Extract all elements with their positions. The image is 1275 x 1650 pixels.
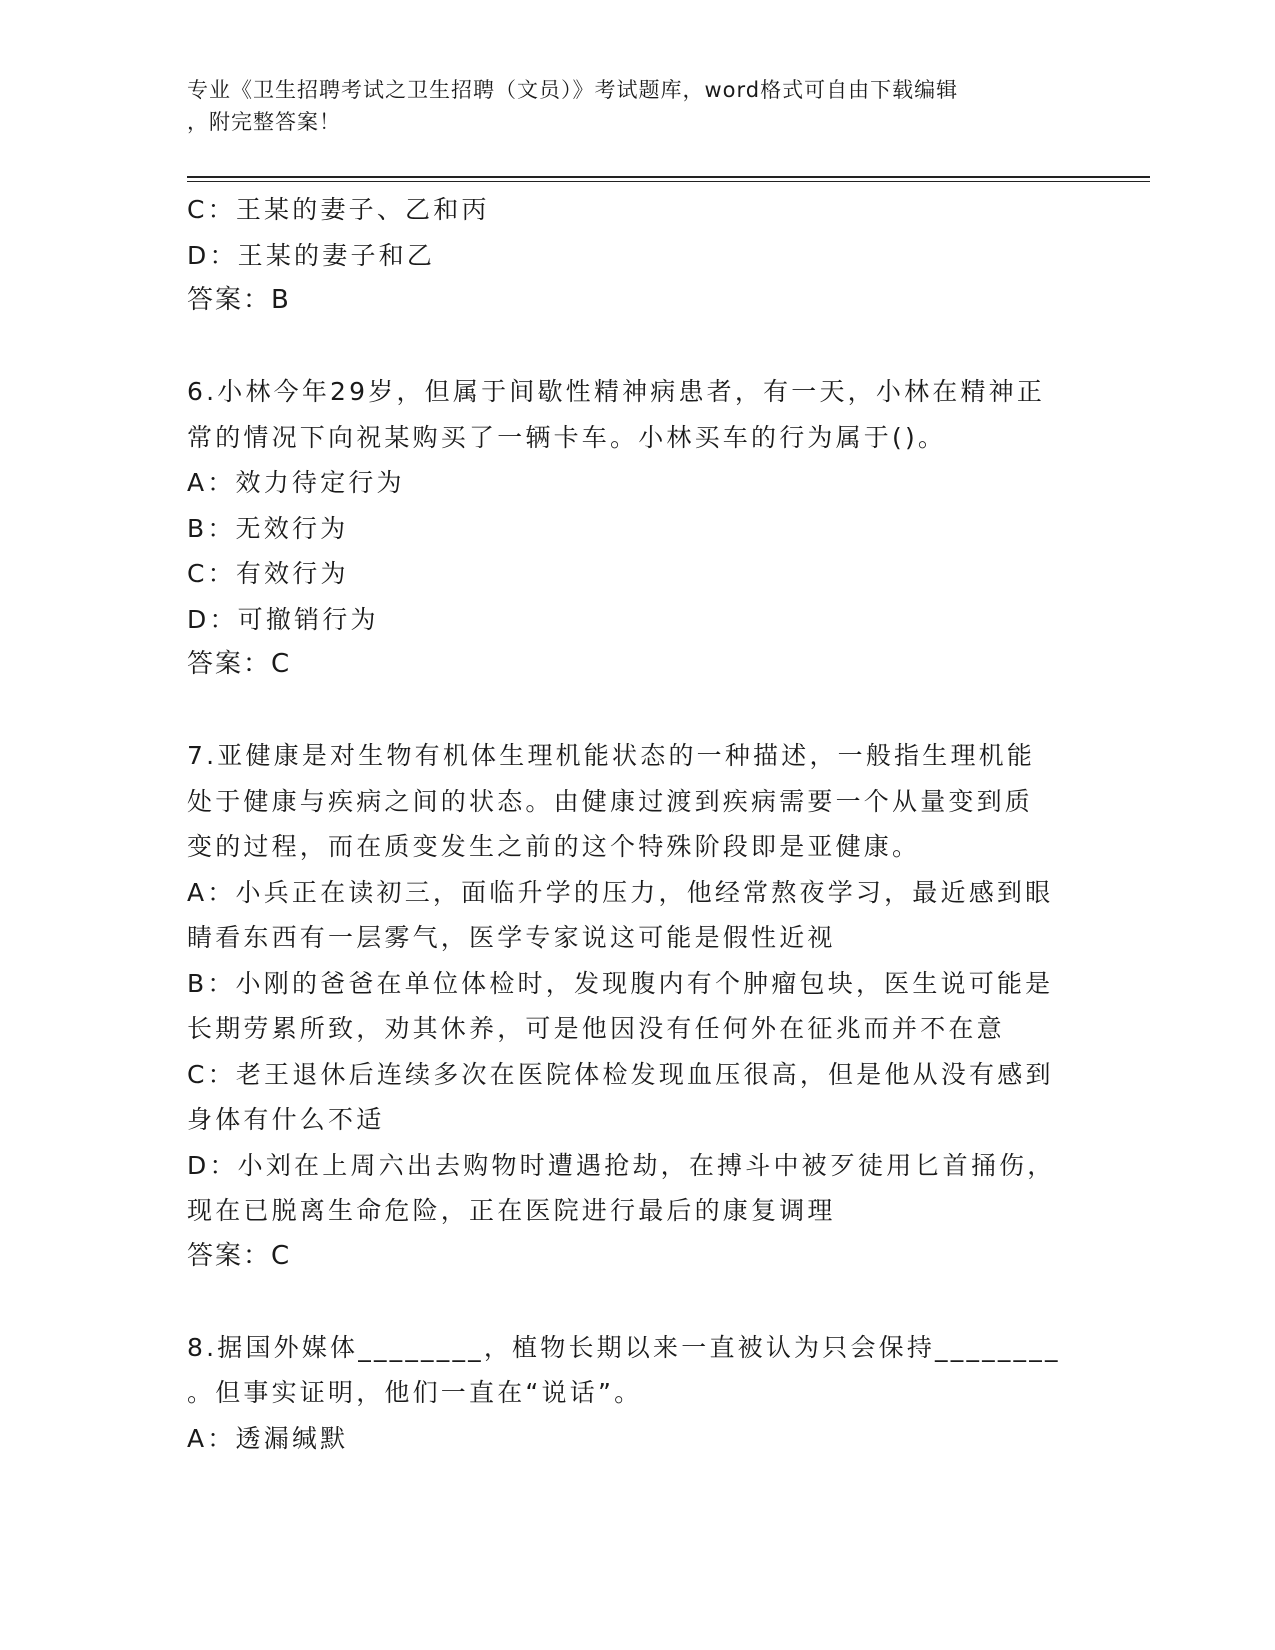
header-line-2: ，附完整答案！	[187, 110, 341, 134]
spacer	[187, 688, 1087, 734]
q5-option-c: C：王某的妻子、乙和丙	[187, 195, 490, 224]
question-content	[187, 187, 1087, 1461]
header-divider-thin	[187, 181, 1150, 182]
q8-stem-line-1: 8.据国外媒体________，植物长期以来一直被认为只会保持________	[187, 1332, 1061, 1362]
question-5	[187, 187, 1087, 324]
question-8	[187, 1325, 1087, 1462]
header-divider-thick	[187, 176, 1150, 178]
header-line-1: 专业《卫生招聘考试之卫生招聘（文员）》考试题库，word格式可自由下载编辑	[187, 78, 959, 102]
q7-stem-line-3: 变的过程，而在质变发生之前的这个特殊阶段即是亚健康。	[187, 832, 921, 861]
q6-answer: 答案：C	[187, 649, 292, 679]
q6-option-a: A：效力待定行为	[187, 468, 405, 497]
q5-option-d: D：王某的妻子和乙	[187, 240, 436, 270]
q7-option-a-line-2: 睛看东西有一层雾气，医学专家说这可能是假性近视	[187, 923, 836, 952]
q6-stem-line-2: 常的情况下向祝某购买了一辆卡车。小林买车的行为属于()。	[187, 422, 947, 452]
q7-option-c-line-1: C：老王退休后连续多次在医院体检发现血压很高，但是他从没有感到	[187, 1059, 1054, 1089]
q8-option-a: A：透漏缄默	[187, 1423, 349, 1453]
q7-answer: 答案：C	[187, 1240, 292, 1271]
document-header	[187, 74, 1067, 138]
q7-option-d-line-1: D：小刘在上周六出去购物时遭遇抢劫，在搏斗中被歹徒用匕首捅伤，	[187, 1150, 1056, 1180]
q6-stem-line-1: 6.小林今年29岁，但属于间歇性精神病患者，有一天，小林在精神正	[187, 377, 1046, 406]
question-6	[187, 369, 1087, 688]
spacer	[187, 1279, 1087, 1325]
q7-option-a-line-1: A：小兵正在读初三，面临升学的压力，他经常熬夜学习，最近感到眼	[187, 877, 1054, 907]
q7-option-c-line-2: 身体有什么不适	[187, 1105, 385, 1134]
question-7	[187, 733, 1087, 1279]
q6-option-b: B：无效行为	[187, 513, 349, 543]
q7-option-b-line-2: 长期劳累所致，劝其休养，可是他因没有任何外在征兆而并不在意	[187, 1014, 1005, 1043]
q8-stem-line-2: 。但事实证明，他们一直在“说话”。	[187, 1378, 643, 1407]
spacer	[187, 324, 1087, 370]
q7-stem-line-1: 7.亚健康是对生物有机体生理机能状态的一种描述，一般指生理机能	[187, 741, 1036, 770]
q7-option-b-line-1: B：小刚的爸爸在单位体检时，发现腹内有个肿瘤包块，医生说可能是	[187, 968, 1054, 998]
q6-option-c: C：有效行为	[187, 559, 349, 588]
q6-option-d: D：可撤销行为	[187, 604, 379, 634]
q5-answer: 答案：B	[187, 285, 291, 315]
q7-stem-line-2: 处于健康与疾病之间的状态。由健康过渡到疾病需要一个从量变到质	[187, 786, 1034, 816]
q7-option-d-line-2: 现在已脱离生命危险，正在医院进行最后的康复调理	[187, 1196, 836, 1225]
